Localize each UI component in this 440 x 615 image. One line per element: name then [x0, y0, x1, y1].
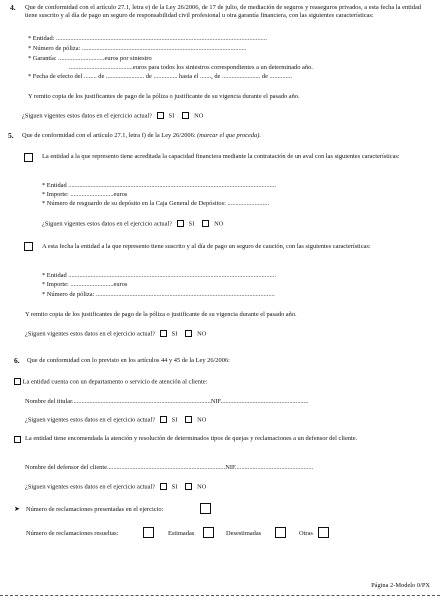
s5-caucion-si-label: SI [171, 330, 178, 338]
arrow-bullet-icon: ➤ [14, 505, 20, 513]
s4-fecha-efecto-field[interactable]: * Fecha de efecto del ........ de ........................ de ............... hasta el ......., de ........................ de .............. [28, 73, 292, 80]
s5-aval-resguardo-field[interactable]: * Número de resguardo de su depósito en la Caja General de Depósitos: .......................... [42, 200, 269, 207]
s5-aval-no-checkbox[interactable] [202, 220, 209, 227]
reclamaciones-presentadas-box[interactable] [200, 503, 211, 514]
s4-siguen-question: ¿Siguen vigentes estos datos en el ejercicio actual? [22, 112, 153, 120]
reclamaciones-otras-box[interactable] [318, 527, 329, 538]
s6-depto-text: La entidad cuenta con un departamento o servicio de atención al cliente: [22, 378, 208, 386]
s6-depto-no-checkbox[interactable] [185, 416, 192, 423]
s4-garantia-anual-field[interactable]: ........................................euros para todos los siniestros correspondientes a un determinado año. [69, 64, 313, 71]
s6-estimadas-label: Estimadas [168, 530, 195, 537]
s5-aval-text: La entidad a la que represento tiene acreditada la capacidad financiera mediante la contratación de un aval con las siguientes características: [42, 153, 400, 160]
s5-caucion-si-checkbox[interactable] [160, 330, 167, 337]
s4-si-label: SI [168, 112, 175, 120]
s6-defensor-siguen-question: ¿Siguen vigentes estos datos en el ejercicio actual? [25, 483, 156, 491]
s5-aval-si-checkbox[interactable] [177, 220, 184, 227]
s6-depto-siguen-question: ¿Siguen vigentes estos datos en el ejercicio actual? [25, 416, 156, 424]
s6-defensor-nombre-field[interactable]: Nombre del defensor del cliente..........................................................................NIF................................................. [25, 464, 314, 471]
s5-caucion-importe-field[interactable]: * Importe: ...........................euros [42, 281, 128, 288]
reclamaciones-resueltas-box[interactable] [143, 527, 154, 538]
s6-defensor-no-checkbox[interactable] [185, 483, 192, 490]
s6-otras-label: Otras [299, 530, 313, 537]
s5-aval-no-label: NO [214, 220, 224, 228]
s5-caucion-no-checkbox[interactable] [185, 330, 192, 337]
s6-defensor-checkbox[interactable] [14, 436, 21, 443]
s4-si-checkbox[interactable] [157, 112, 164, 119]
s4-garantia-field[interactable]: * Garantía: .............................euros por siniestro [28, 55, 152, 62]
s5-intro-prefix: Que de conformidad con el artículo 27.1, letra f) de la Ley 26/2006: [22, 132, 196, 139]
section-5-number: 5. [8, 131, 14, 140]
s4-poliza-field[interactable]: * Número de póliza: ....................................................................................................... [28, 45, 247, 52]
s5-caucion-siguen-row [25, 330, 206, 338]
section-6-intro: Que de conformidad con lo previsto en los artículos 44 y 45 de la Ley 26/2006: [27, 357, 230, 364]
section-6-number: 6. [14, 356, 20, 365]
section-4-intro: Que de conformidad con el artículo 27.1, letra e) de la Ley 26/2006, de 17 de julio, de mediación de seguros y reaseguros privados, a esta fecha la entidad tiene suscrito y al día de pago un seguro de responsabilidad civil profesional u otra garantía financiera, con las siguientes características: [25, 4, 421, 19]
s5-caucion-poliza-field[interactable]: * Número de póliza: ................................................................................................................ [42, 291, 275, 298]
s5-caucion-entidad-field[interactable]: * Entidad .................................................................................................................................. [42, 272, 276, 279]
s6-depto-si-checkbox[interactable] [160, 416, 167, 423]
section-4-number: 4. [10, 3, 16, 12]
s6-depto-si-label: SI [171, 416, 178, 424]
s6-defensor-si-checkbox[interactable] [160, 483, 167, 490]
s6-defensor-no-label: NO [197, 483, 207, 491]
page-footer-label: Página 2-Modelo 0/PX [371, 582, 430, 589]
s4-entidad-field[interactable]: * Entidad: .................................................................................................................................... [28, 35, 267, 42]
s5-aval-siguen-question: ¿Siguen vigentes estos datos en el ejercicio actual? [42, 220, 173, 228]
reclamaciones-desestimadas-box[interactable] [275, 527, 286, 538]
s6-depto-row [14, 378, 207, 386]
s4-remite-text: Y remito copia de los justificantes de pago de la póliza o justificante de su vigencia durante el pasado año. [28, 93, 300, 100]
s6-reclamaciones-label: Número de reclamaciones presentadas en el ejercicio: [26, 506, 164, 513]
s6-defensor-si-label: SI [171, 483, 178, 491]
s6-defensor-text: La entidad tiene encomendada la atención y resolución de determinados tipos de quejas y reclamaciones a un defensor del cliente. [25, 435, 358, 442]
s6-desestimadas-label: Desestimadas [226, 530, 262, 537]
s5-aval-checkbox[interactable] [24, 153, 33, 162]
s5-remite-text: Y remito copia de los justificantes de pago de la póliza o justificante de su vigencia durante el pasado año. [25, 311, 297, 318]
s5-caucion-checkbox[interactable] [24, 242, 33, 251]
s6-depto-siguen-row [25, 416, 206, 424]
s5-aval-importe-field[interactable]: * Importe: ...........................euros [42, 191, 128, 198]
s5-aval-entidad-field[interactable]: * Entidad .................................................................................................................................. [42, 182, 276, 189]
s4-siguen-row [22, 112, 203, 120]
section-5-intro [22, 132, 261, 140]
s6-depto-no-label: NO [197, 416, 207, 424]
s5-intro-italic: (marcar el que proceda). [197, 132, 261, 139]
s6-depto-checkbox[interactable] [14, 378, 21, 385]
reclamaciones-estimadas-box[interactable] [203, 527, 214, 538]
s6-titular-field[interactable]: Nombre del titular.......................................................................................NIF....................................................... [25, 398, 309, 405]
s4-no-label: NO [194, 112, 204, 120]
s5-caucion-text: A esta fecha la entidad a la que represento tiene suscrito y al día de pago un seguro de caución, con las siguientes características: [42, 243, 371, 250]
footer-divider [0, 595, 440, 596]
s6-defensor-siguen-row [25, 483, 206, 491]
s5-caucion-siguen-question: ¿Siguen vigentes estos datos en el ejercicio actual? [25, 330, 156, 338]
s4-no-checkbox[interactable] [182, 112, 189, 119]
s6-resueltas-label: Número de reclamaciones resueltas: [26, 530, 119, 537]
s5-aval-siguen-row [42, 220, 223, 228]
s5-caucion-no-label: NO [197, 330, 207, 338]
s5-aval-si-label: SI [188, 220, 195, 228]
